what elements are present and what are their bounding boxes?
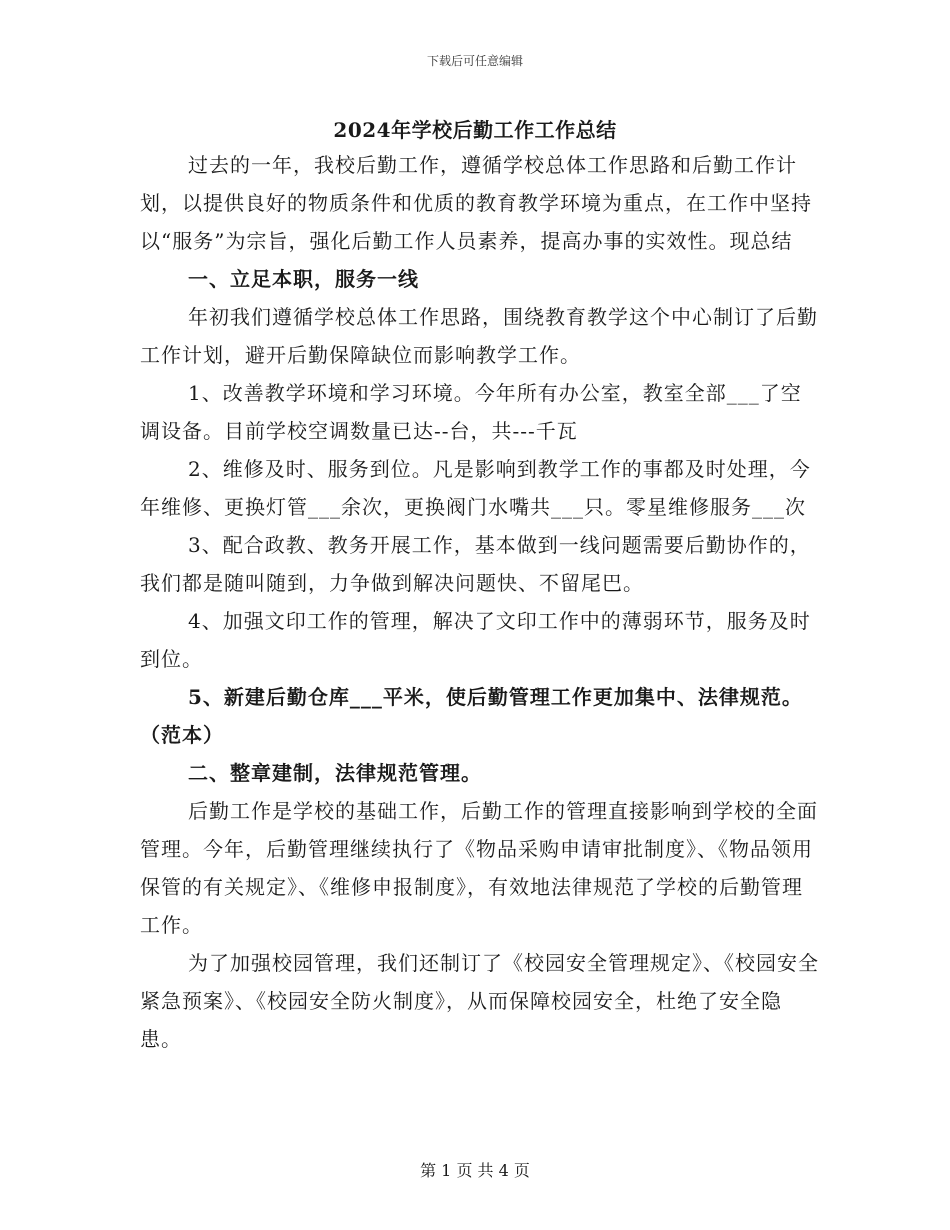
list-item-5: 5、新建后勤仓库___平米，使后勤管理工作更加集中、法律规范。（范本） — [140, 685, 803, 747]
list-item-4: 4、加强文印工作的管理，解决了文印工作中的薄弱环节，服务及时到位。 — [140, 609, 811, 671]
list-item-1: 1、改善教学环境和学习环境。今年所有办公室，教室全部___了空调设备。目前学校空调数量已达--台，共---千瓦 — [140, 381, 802, 443]
list-item-3: 3、配合政教、教务开展工作，基本做到一线问题需要后勤协作的，我们都是随叫随到，力争做到解决问题快、不留尾巴。 — [140, 533, 811, 595]
page-header-note: 下载后可任意编辑 — [426, 54, 523, 68]
document-body — [140, 146, 820, 1058]
paragraph: 后勤工作是学校的基础工作，后勤工作的管理直接影响到学校的全面管理。今年，后勤管理继续执行了《物品采购申请审批制度》、《物品领用保管的有关规定》、《维修申报制度》，有效地法律规范了学校的后勤管理工作。 — [140, 799, 818, 937]
list-item-2: 2、维修及时、服务到位。凡是影响到教学工作的事都及时处理，今年维修、更换灯管___余次，更换阀门水嘴共___只。零星维修服务___次 — [140, 457, 811, 519]
paragraph-intro: 过去的一年，我校后勤工作，遵循学校总体工作思路和后勤工作计划，以提供良好的物质条件和优质的教育教学环境为重点，在工作中坚持以“服务”为宗旨，强化后勤工作人员素养，提高办事的实效性。现总结 — [140, 153, 812, 253]
paragraph: 为了加强校园管理，我们还制订了《校园安全管理规定》、《校园安全紧急预案》、《校园安全防火制度》，从而保障校园安全，杜绝了安全隐患。 — [140, 951, 819, 1051]
paragraph: 年初我们遵循学校总体工作思路，围绕教育教学这个中心制订了后勤工作计划，避开后勤保障缺位而影响教学工作。 — [140, 305, 818, 367]
section-heading-2: 二、整章建制，法律规范管理。 — [188, 761, 482, 785]
section-heading-1: 一、立足本职，服务一线 — [188, 267, 419, 291]
document-title: 2024年学校后勤工作工作总结 — [333, 118, 617, 142]
page-number-footer: 第 1 页 共 4 页 — [420, 1161, 530, 1180]
